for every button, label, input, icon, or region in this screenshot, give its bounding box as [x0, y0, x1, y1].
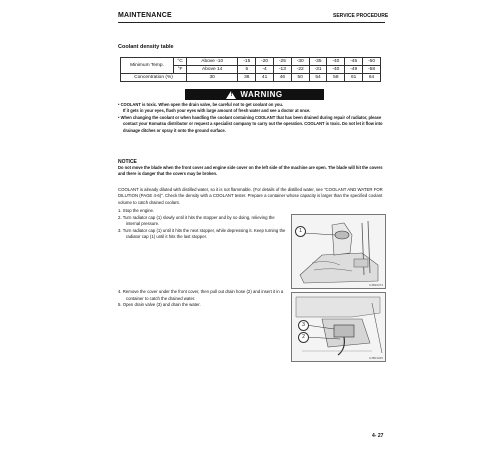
table-cell: -40 — [327, 58, 345, 66]
coolant-density-table — [120, 57, 381, 82]
list-item: 2. Turn radiator cap (1) slowly until it hits the stopper and by so doing, relieving the internal pressure. — [118, 214, 275, 227]
table-cell: -58 — [363, 66, 381, 74]
warning-bullets — [118, 102, 384, 134]
table-cell: 5 — [238, 66, 256, 74]
figure-drain-valve — [291, 292, 386, 362]
figure-code: UJB01045 — [368, 356, 383, 360]
radiator-cap-illustration — [292, 215, 385, 288]
table-cell: -20 — [256, 58, 274, 66]
coolant-table-title: Coolant density table — [118, 44, 174, 50]
table-cell: 50 — [291, 74, 309, 82]
row-label-min-temp: Minimum Temp. — [121, 58, 174, 74]
table-cell: Above -10 — [187, 58, 238, 66]
row-label-concentration: Concentration (%) — [121, 74, 187, 82]
notice-title: NOTICE — [118, 159, 137, 165]
section-title-maintenance: MAINTENANCE — [118, 12, 172, 19]
table-cell: 46 — [274, 74, 292, 82]
table-cell: -50 — [363, 58, 381, 66]
warning-label: WARNING — [240, 90, 283, 99]
table-cell: -4 — [256, 66, 274, 74]
table-cell: -40 — [327, 66, 345, 74]
subsection-title: SERVICE PROCEDURE — [333, 13, 389, 19]
list-item: 1. Stop the engine. — [118, 208, 155, 213]
list-item: • COOLANT is toxic. When open the drain valve, be careful not to get coolant on you. — [118, 102, 283, 107]
table-cell: -49 — [345, 66, 363, 74]
list-item: 3. Turn radiator cap (1) until it hits the next stopper, while depressing it. Keep turning the radiator cap (1) until it hits the last stopper. — [118, 227, 286, 240]
callout-1: 1 — [295, 226, 306, 237]
table-cell: 64 — [363, 74, 381, 82]
table-cell: -45 — [345, 58, 363, 66]
list-item: 4. Remove the cover under the front cover, then pull out drain hose (2) and insert it in a container to catch the drained water. — [118, 289, 284, 301]
warning-banner — [185, 89, 324, 100]
table-cell: -31 — [309, 66, 327, 74]
unit-fahrenheit: °F — [174, 66, 187, 74]
table-row — [121, 74, 381, 82]
table-cell: 61 — [345, 74, 363, 82]
coolant-info-paragraph: COOLANT is already diluted with distilled water, so it is not flammable. (For details of the distilled water, see "COOLANT AND WATER FOR DILUTION (PAGE 4-6)". Check the density with a COOLANT tester. Prepare a container whose capacity is larger than the specified coolant volume to catch drained coolant. — [118, 187, 383, 205]
table-cell: -13 — [274, 66, 292, 74]
header-divider — [118, 22, 385, 23]
table-cell: 58 — [327, 74, 345, 82]
table-cell: 54 — [309, 74, 327, 82]
list-item: If it gets in your eyes, flush your eyes with large amount of fresh water and see a doctor at once. — [123, 108, 311, 114]
callout-2: 2 — [298, 332, 309, 343]
procedure-steps-4-5 — [118, 289, 288, 309]
table-cell: 41 — [256, 74, 274, 82]
unit-celsius: °C — [174, 58, 187, 66]
figure-code: UJB20374 — [368, 283, 383, 287]
table-cell: Above 14 — [187, 66, 238, 74]
warning-triangle-icon: ! — [226, 91, 236, 99]
table-cell: -25 — [274, 58, 292, 66]
page-number: 4- 27 — [372, 433, 384, 439]
table-row — [121, 58, 381, 66]
procedure-steps-1-3 — [118, 208, 288, 241]
table-cell: -35 — [309, 58, 327, 66]
notice-text: Do not move the blade when the front cover and engine side cover on the left side of the machine are open. The blade will hit the covers and there is danger that the covers may be broken. — [118, 165, 383, 177]
list-item: • When changing the coolant or when handling the coolant containing COOLANT that has been drained during repair of radiator, please contact your Komatsu distributor or request a specialist company to carry out the operation. COOLANT is toxic. Do not let it flow into drainage ditches or spray it onto the ground surface. — [118, 114, 383, 133]
table-cell: -30 — [291, 58, 309, 66]
table-cell: 30 — [187, 74, 238, 82]
table-cell: -22 — [291, 66, 309, 74]
table-cell: 36 — [238, 74, 256, 82]
callout-3: 3 — [298, 320, 309, 331]
figure-radiator-cap — [291, 214, 386, 289]
list-item: 5. Open drain valve (3) and drain the water. — [118, 302, 201, 308]
table-cell: -15 — [238, 58, 256, 66]
